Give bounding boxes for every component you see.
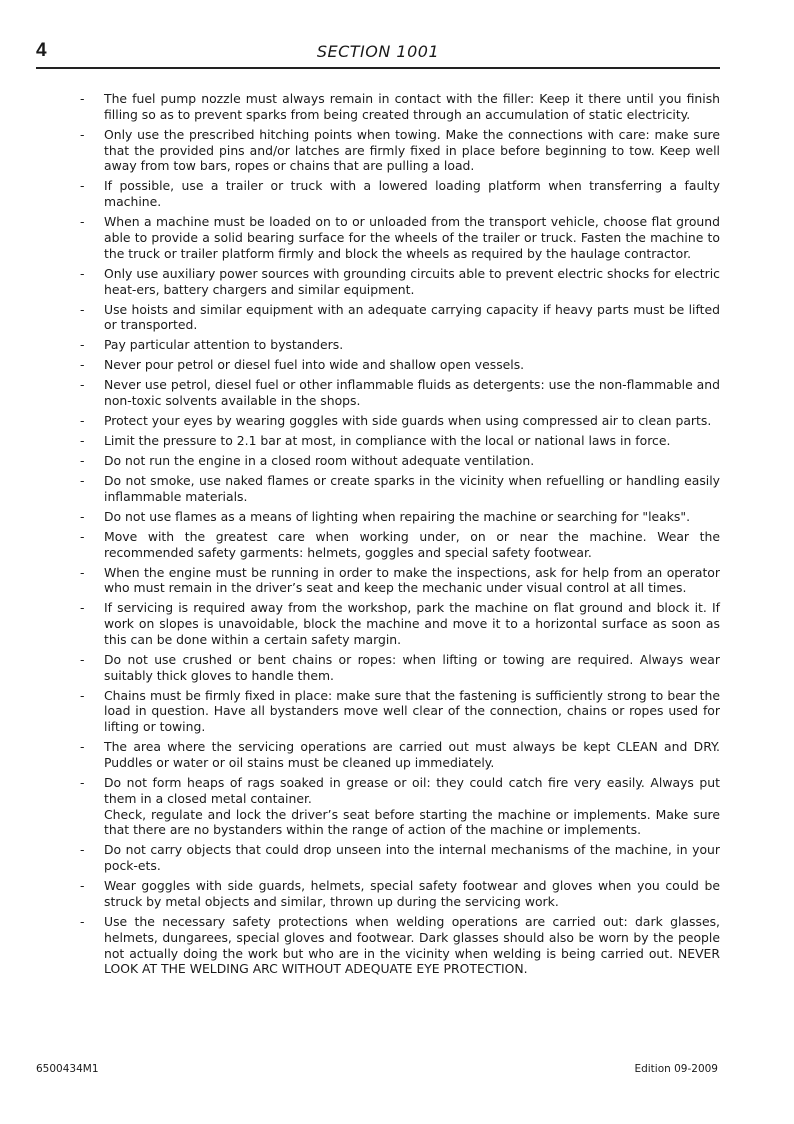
bullet-dash: - [80,913,85,929]
bullet-text [104,473,720,505]
bullet-dash: - [80,265,85,281]
bullet-paragraph: Do not use flames as a means of lighting when repairing the machine or searching for "leaks". [104,508,691,524]
bullet-paragraph: The area where the servicing operations are carried out must always be kept CLEAN and DRY. Puddles or water or oil stains must be cleaned up immediately. [104,739,720,771]
bullet-item [80,565,720,597]
bullet-item [80,127,720,174]
bullet-dash: - [80,508,85,524]
bullet-dash: - [80,472,85,488]
bullet-paragraph: When the engine must be running in order to make the inspections, ask for help from an operator who must remain in the driver’s seat and keep the mechanic under visual control at all times. [104,564,720,596]
footer-doc-code: 6500434M1 [36,1063,99,1075]
safety-bullet-list [80,91,720,981]
bullet-text [104,914,720,977]
bullet-text [104,842,720,874]
bullet-text [104,509,720,525]
bullet-text [104,878,720,910]
bullet-item [80,652,720,684]
header-rule [36,67,720,69]
bullet-text [104,453,720,469]
bullet-paragraph: Do not run the engine in a closed room without adequate ventilation. [104,453,535,468]
bullet-paragraph: Limit the pressure to 2.1 bar at most, in compliance with the local or national laws in force. [104,433,671,449]
page-number: 4 [36,40,47,61]
bullet-text [104,337,720,353]
bullet-item [80,413,720,429]
bullet-item [80,842,720,874]
bullet-dash: - [80,214,85,230]
bullet-dash: - [80,600,85,616]
footer-edition: Edition 09-2009 [634,1063,718,1075]
bullet-text [104,775,720,838]
bullet-dash: - [80,377,85,393]
bullet-dash: - [80,687,85,703]
bullet-paragraph: Use hoists and similar equipment with an adequate carrying capacity if heavy parts must be lifted or transported. [104,301,720,333]
bullet-item [80,473,720,505]
bullet-text [104,178,720,210]
bullet-paragraph: Only use the prescribed hitching points when towing. Make the connections with care: make sure that the provided pins and/or latches are firmly fixed in place before beginning to tow. Keep well away from tow bars, ropes or chains that are pulling a load. [104,126,720,174]
bullet-item [80,302,720,334]
bullet-item [80,688,720,735]
bullet-paragraph: Never pour petrol or diesel fuel into wide and shallow open vessels. [104,357,525,373]
bullet-item [80,91,720,123]
bullet-dash: - [80,91,85,106]
bullet-text [104,739,720,771]
bullet-paragraph: Do not carry objects that could drop unseen into the internal mechanisms of the machine, in your pock-ets. [104,842,720,874]
bullet-paragraph: Never use petrol, diesel fuel or other inflammable fluids as detergents: use the non-flammable and non-toxic solvents available in the shops. [104,377,720,409]
bullet-paragraph: When a machine must be loaded on to or unloaded from the transport vehicle, choose flat ground able to provide a solid bearing surface for the wheels of the trailer or truck. Fasten the machine to the truck or trailer platform firmly and block the wheels as required by the haulage contractor. [104,214,720,261]
bullet-paragraph: Protect your eyes by wearing goggles with side guards when using compressed air to clean parts. [104,413,712,429]
bullet-paragraph: If servicing is required away from the workshop, park the machine on flat ground and block it. If work on slopes is unavoidable, block the machine and move it to a horizontal surface as soon as this can be done within a certain safety margin. [104,600,720,647]
bullet-dash: - [80,528,85,544]
bullet-text [104,600,720,647]
bullet-text [104,127,720,174]
bullet-dash: - [80,564,85,580]
bullet-item [80,775,720,838]
bullet-dash: - [80,126,85,142]
bullet-item [80,266,720,298]
bullet-item [80,600,720,647]
bullet-paragraph: Pay particular attention to bystanders. [104,337,344,353]
bullet-paragraph: Chains must be firmly fixed in place: make sure that the fastening is sufficiently strong to bear the load in question. Have all bystanders move well clear of the connection, chains or ropes used for lifting or towing. [104,687,720,735]
bullet-item [80,453,720,469]
bullet-text [104,214,720,261]
bullet-text [104,377,720,409]
bullet-paragraph: Move with the greatest care when working under, on or near the machine. Wear the recommended safety garments: helmets, goggles and special safety footwear. [104,528,720,560]
bullet-item [80,914,720,977]
bullet-text [104,652,720,684]
bullet-paragraph-continued: Check, regulate and lock the driver’s seat before starting the machine or implements. Make sure that there are no bystanders within the range of action of the machine or implements. [104,806,720,838]
bullet-paragraph: Use the necessary safety protections when welding operations are carried out: dark glasses, helmets, dungarees, special gloves and footwear. Dark glasses should also be worn by the people not actually doing the work but who are in the vicinity when welding is being carried out. NEVER LOOK AT THE WELDING ARC WITHOUT ADEQUATE EYE PROTECTION. [104,913,720,977]
bullet-dash: - [80,337,85,353]
bullet-item [80,509,720,525]
bullet-text [104,302,720,334]
bullet-item [80,739,720,771]
section-title: SECTION 1001 [316,42,440,61]
bullet-dash: - [80,775,85,791]
bullet-item [80,357,720,373]
bullet-text [104,413,720,429]
bullet-dash: - [80,433,85,449]
bullet-paragraph: If possible, use a trailer or truck with a lowered loading platform when transferring a faulty machine. [104,178,720,210]
bullet-dash: - [80,842,85,858]
bullet-paragraph: Do not use crushed or bent chains or ropes: when lifting or towing are required. Always wear suitably thick gloves to handle them. [104,651,720,683]
bullet-item [80,337,720,353]
bullet-dash: - [80,878,85,894]
bullet-item [80,433,720,449]
bullet-text [104,529,720,561]
bullet-dash: - [80,413,85,429]
bullet-paragraph: Do not smoke, use naked flames or create sparks in the vicinity when refuelling or handling easily inflammable materials. [104,472,720,504]
bullet-text [104,433,720,449]
bullet-paragraph: Do not form heaps of rags soaked in grease or oil: they could catch fire very easily. Always put them in a closed metal container. [104,775,720,806]
bullet-text [104,565,720,597]
bullet-item [80,377,720,409]
bullet-item [80,878,720,910]
bullet-text [104,266,720,298]
bullet-text [104,91,720,123]
bullet-text [104,688,720,735]
bullet-dash: - [80,357,85,373]
bullet-paragraph: The fuel pump nozzle must always remain in contact with the filler: Keep it there until you finish filling so as to prevent sparks from being created through an accumulation of static electricity. [104,91,720,122]
bullet-dash: - [80,739,85,755]
bullet-dash: - [80,178,85,194]
bullet-item [80,214,720,261]
bullet-dash: - [80,651,85,667]
bullet-text [104,357,720,373]
bullet-item [80,529,720,561]
bullet-item [80,178,720,210]
bullet-dash: - [80,453,85,468]
bullet-dash: - [80,301,85,317]
bullet-paragraph: Only use auxiliary power sources with grounding circuits able to prevent electric shocks for electric heat-ers, battery chargers and similar equipment. [104,265,720,297]
bullet-paragraph: Wear goggles with side guards, helmets, special safety footwear and gloves when you could be struck by metal objects and similar, thrown up during the servicing work. [104,878,720,909]
